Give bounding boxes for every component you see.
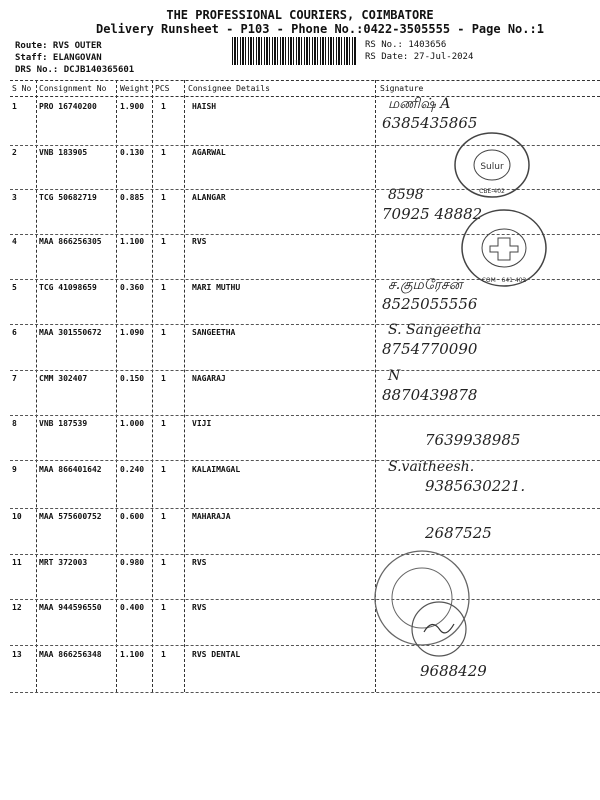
row-separator [10, 415, 600, 416]
cell-pcs: 1 [161, 374, 166, 383]
signature-phone: 7639938985 [425, 431, 521, 449]
cell-sno: 8 [12, 419, 17, 428]
signature-phone: 2687525 [425, 524, 492, 542]
cell-consignment: MAA 944596550 [39, 603, 102, 612]
signature-name: 8598 [388, 187, 424, 203]
rs-number: RS No.: 1403656 [365, 40, 447, 50]
cell-pcs: 1 [161, 283, 166, 292]
cell-weight: 0.130 [120, 148, 145, 157]
cell-sno: 9 [12, 465, 17, 474]
runsheet-title: Delivery Runsheet - P103 - Phone No.:0422-3505555 - Page No.:1 [96, 22, 544, 36]
row-separator [10, 508, 600, 509]
col-header-consignee: Consignee Details [188, 84, 270, 93]
staff-label: Staff: ELANGOVAN [15, 53, 102, 63]
svg-text:CBE-402: CBE-402 [479, 188, 505, 195]
cell-sno: 5 [12, 283, 17, 292]
table-top-rule [10, 80, 600, 81]
rvs-physiotherapy-stamp [460, 208, 548, 288]
cell-consignee: KALAIMAGAL [192, 465, 241, 474]
cell-weight: 1.100 [120, 237, 145, 246]
cell-sno: 7 [12, 374, 17, 383]
cell-weight: 0.600 [120, 512, 145, 521]
cell-pcs: 1 [161, 148, 166, 157]
col-header-sno: S No [12, 84, 32, 93]
cell-consignee: NAGARAJ [192, 374, 226, 383]
signature-phone: 70925 48882 [382, 205, 483, 223]
cell-consignment: MAA 866256305 [39, 237, 102, 246]
cell-weight: 1.900 [120, 102, 145, 111]
cell-consignment: VNB 183905 [39, 148, 88, 157]
signature-name: N [388, 368, 401, 384]
cell-consignee: MARI MUTHU [192, 283, 241, 292]
cell-sno: 13 [12, 650, 22, 659]
cell-weight: 0.885 [120, 193, 145, 202]
rvs-dental-stamp [410, 600, 468, 658]
col-header-signature: Signature [380, 84, 424, 93]
svg-text:COM · 641 402: COM · 641 402 [481, 277, 527, 284]
cell-consignee: RVS [192, 237, 207, 246]
cell-weight: 0.980 [120, 558, 145, 567]
cell-pcs: 1 [161, 603, 166, 612]
cell-pcs: 1 [161, 419, 166, 428]
cell-consignee: RVS [192, 603, 207, 612]
row-separator [10, 692, 600, 693]
cell-consignment: MAA 575600752 [39, 512, 102, 521]
cell-consignment: MAA 866401642 [39, 465, 102, 474]
cell-consignee: VIJI [192, 419, 212, 428]
cell-pcs: 1 [161, 193, 166, 202]
cell-consignment: VNB 187539 [39, 419, 88, 428]
row-separator [10, 460, 600, 461]
signature-phone: 8525055556 [382, 295, 478, 313]
row-separator [10, 554, 600, 555]
cell-consignment: MRT 372003 [39, 558, 88, 567]
cell-consignee: HAISH [192, 102, 217, 111]
table-header-rule [10, 96, 600, 97]
cell-weight: 0.400 [120, 603, 145, 612]
company-name: THE PROFESSIONAL COURIERS, COIMBATORE [166, 8, 434, 22]
col-header-pcs: PCS [155, 84, 170, 93]
cell-weight: 1.000 [120, 419, 145, 428]
cell-weight: 0.360 [120, 283, 145, 292]
cell-consignee: RVS [192, 558, 207, 567]
signature-name: ச.குமரேசன் [388, 277, 463, 293]
column-divider [184, 80, 185, 692]
signature-name: S.vaitheesh. [388, 459, 475, 475]
signature-phone: 8754770090 [382, 340, 478, 358]
signature-name: மணிஷ் A [388, 96, 451, 112]
cell-weight: 0.150 [120, 374, 145, 383]
cell-consignment: TCG 50682719 [39, 193, 97, 202]
cell-pcs: 1 [161, 558, 166, 567]
cell-sno: 11 [12, 558, 22, 567]
column-divider [36, 80, 37, 692]
cell-pcs: 1 [161, 328, 166, 337]
cell-consignment: TCG 41098659 [39, 283, 97, 292]
cell-consignee: SANGEETHA [192, 328, 236, 337]
cell-pcs: 1 [161, 237, 166, 246]
cell-weight: 0.240 [120, 465, 145, 474]
cell-consignment: MAA 301550672 [39, 328, 102, 337]
signature-name: S. Sangeetha [388, 322, 482, 338]
signature-phone: 6385435865 [382, 114, 478, 132]
barcode-image [232, 37, 356, 65]
cell-consignment: CMM 302407 [39, 374, 88, 383]
cell-consignee: ALANGAR [192, 193, 226, 202]
cell-consignment: MAA 866256348 [39, 650, 102, 659]
signature-phone: 9688429 [420, 662, 487, 680]
cell-consignment: PRO 16740200 [39, 102, 97, 111]
cell-sno: 6 [12, 328, 17, 337]
cell-sno: 3 [12, 193, 17, 202]
cell-consignee: RVS DENTAL [192, 650, 241, 659]
cell-weight: 1.090 [120, 328, 145, 337]
row-separator [10, 645, 600, 646]
cell-pcs: 1 [161, 650, 166, 659]
column-divider [116, 80, 117, 692]
cell-pcs: 1 [161, 512, 166, 521]
cell-consignee: AGARWAL [192, 148, 226, 157]
cell-sno: 1 [12, 102, 17, 111]
signature-phone: 8870439878 [382, 386, 478, 404]
signature-phone: 9385630221. [425, 477, 526, 495]
cell-pcs: 1 [161, 102, 166, 111]
col-header-consignment: Consignment No [39, 84, 107, 93]
row-separator [10, 599, 600, 600]
column-divider [152, 80, 153, 692]
drs-label: DRS No.: DCJB140365601 [15, 65, 135, 75]
cell-sno: 12 [12, 603, 22, 612]
cell-pcs: 1 [161, 465, 166, 474]
agarwal-clinic-stamp [452, 130, 532, 200]
svg-text:Sulur: Sulur [480, 162, 504, 172]
col-header-weight: Weight [120, 84, 149, 93]
row-separator [10, 324, 600, 325]
cell-sno: 10 [12, 512, 22, 521]
cell-sno: 4 [12, 237, 17, 246]
row-separator [10, 370, 600, 371]
cell-consignee: MAHARAJA [192, 512, 231, 521]
cell-sno: 2 [12, 148, 17, 157]
cell-weight: 1.100 [120, 650, 145, 659]
rs-date: RS Date: 27-Jul-2024 [365, 52, 474, 62]
route-label: Route: RVS OUTER [15, 41, 102, 51]
